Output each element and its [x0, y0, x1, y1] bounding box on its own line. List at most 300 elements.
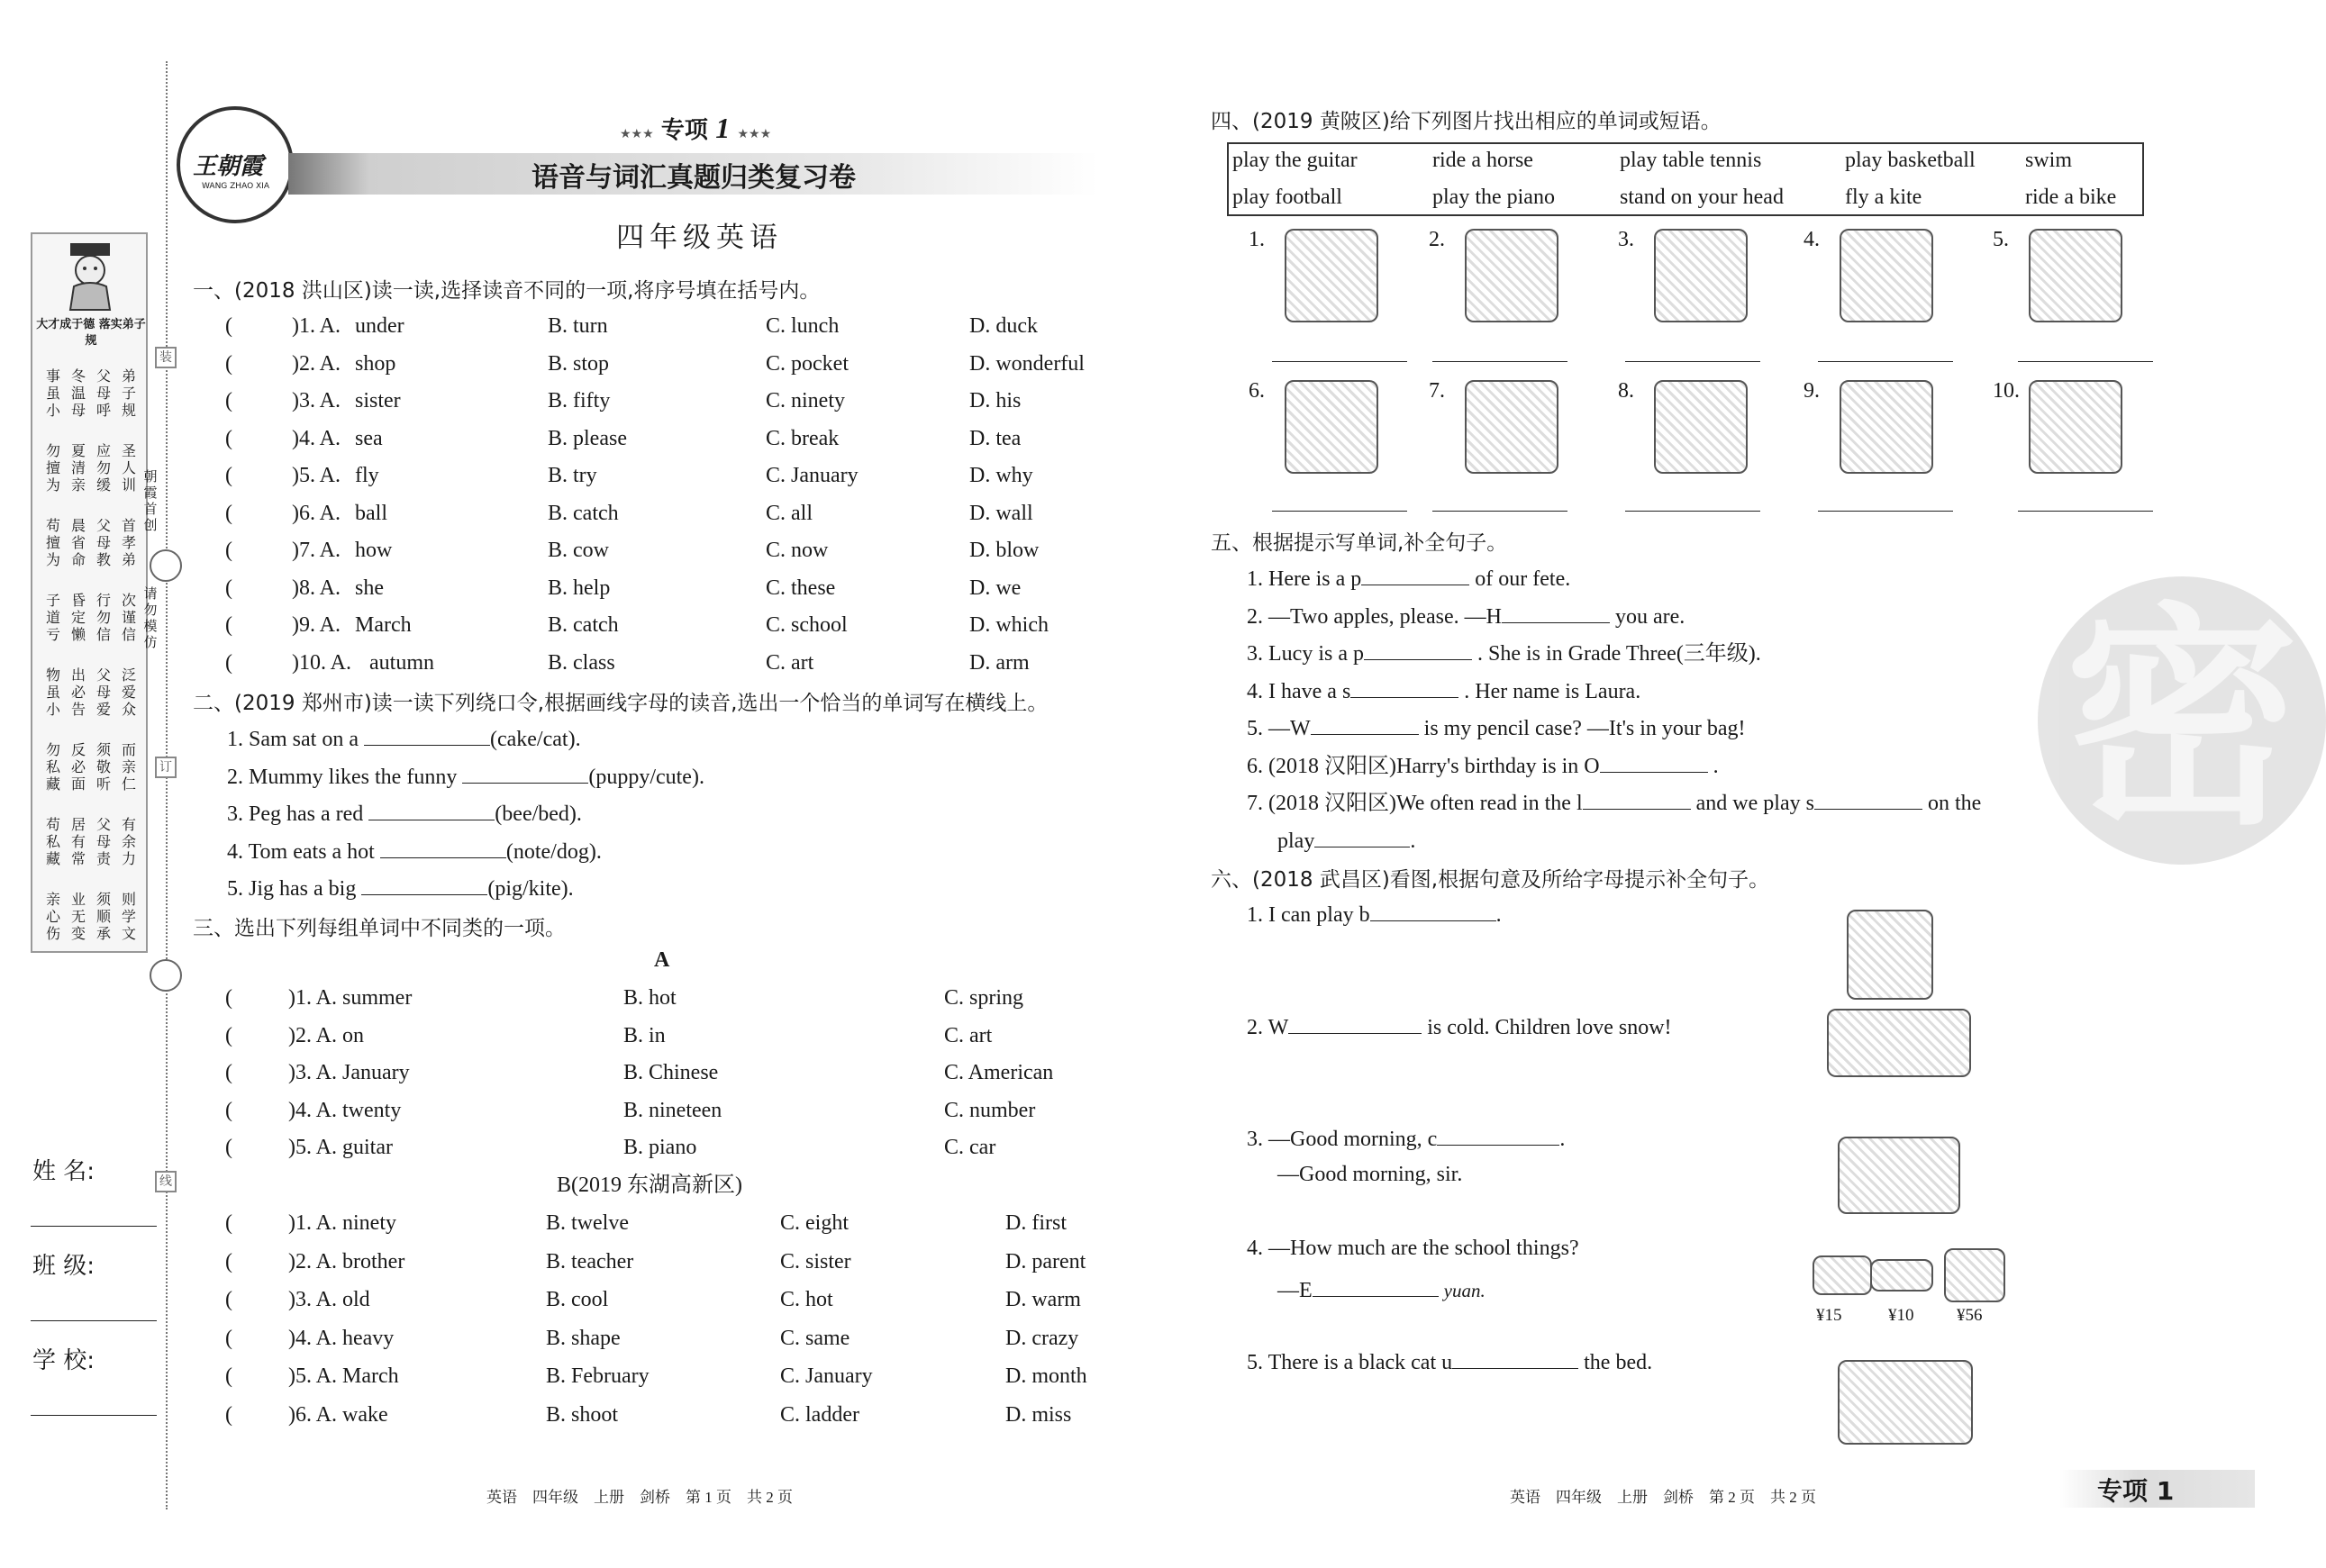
answer-paren[interactable]: ( [225, 389, 232, 412]
option-d: D. wonderful [969, 351, 1085, 376]
section1-row [225, 312, 1126, 342]
price-2: ¥10 [1888, 1306, 1914, 1325]
option-b: B. twelve [546, 1211, 629, 1235]
s6-pic-bag [1944, 1248, 2005, 1302]
question-number: )3. A. January [288, 1061, 410, 1084]
poem-column: 父母责 [95, 816, 111, 867]
question-number: )5. A. March [288, 1364, 399, 1388]
item-options: (note/dog). [505, 839, 602, 864]
poem-column: 晨省命 [70, 517, 86, 568]
picture-answer-line[interactable] [1625, 360, 1760, 362]
word-bank-item: play the guitar [1232, 149, 1358, 172]
poem-column: 有余力 [121, 816, 136, 867]
option-c: C. now [766, 539, 829, 562]
option-d: D. duck [969, 314, 1038, 338]
option-a: fly [355, 464, 379, 487]
answer-blank[interactable] [1364, 637, 1472, 660]
picture-answer-line[interactable] [1625, 510, 1760, 512]
section5-item [1247, 600, 1685, 631]
question-number: )4. A. [292, 426, 341, 450]
s6-pic-ruler [1870, 1259, 1933, 1292]
section5-item [1247, 786, 1981, 818]
item-text: 5. Jig has a big [227, 877, 357, 901]
question-number: )1. A. ninety [288, 1211, 396, 1235]
price-3: ¥56 [1957, 1306, 1983, 1325]
option-c: C. ladder [780, 1402, 859, 1427]
s6-q3-text: 3. —Good morning, c [1247, 1128, 1438, 1151]
section2-item [227, 722, 581, 754]
answer-paren[interactable]: ( [225, 613, 232, 637]
activity-picture [1840, 380, 1933, 474]
option-c: C. break [766, 426, 840, 450]
answer-blank[interactable] [368, 797, 495, 820]
s6-pic-classroom [1838, 1137, 1960, 1214]
option-d: D. crazy [1005, 1326, 1079, 1350]
s6-q5-pre: 5. There is a black cat u [1247, 1351, 1453, 1374]
section1-row [225, 611, 1126, 641]
answer-paren[interactable]: ( [225, 1288, 232, 1311]
picture-answer-line[interactable] [1818, 510, 1953, 512]
poem-column: 则学文 [121, 891, 136, 942]
answer-paren[interactable]: ( [225, 576, 232, 600]
section5-item [1247, 675, 1640, 706]
picture-answer-line[interactable] [1272, 510, 1407, 512]
option-b: B. catch [548, 613, 619, 637]
picture-answer-line[interactable] [1432, 510, 1567, 512]
s6-q1-text: 1. I can play b [1247, 903, 1370, 927]
sidebar-poem [41, 367, 142, 942]
item-options: (cake/cat). [489, 728, 581, 751]
answer-paren[interactable]: ( [225, 1136, 232, 1159]
option-d: D. which [969, 613, 1049, 637]
binding-line [166, 61, 168, 1509]
item-options: (bee/bed). [495, 802, 582, 826]
punch-hole-2 [150, 959, 182, 992]
poem-column: 父母爱 [95, 666, 111, 718]
item-text: 5. —W [1247, 717, 1311, 740]
s6-pic-football [1847, 910, 1933, 1000]
option-b: B. shape [546, 1326, 621, 1350]
question-number: )3. A. old [288, 1288, 370, 1311]
binding-mark-1: 装 [155, 347, 177, 368]
header-series [620, 112, 771, 145]
poem-column: 而亲仁 [121, 741, 136, 793]
poem-column: 苟擅为 [45, 517, 60, 568]
section5-item [1247, 637, 1761, 668]
item-text-end: of our fete. [1475, 567, 1571, 591]
option-d: D. his [969, 389, 1022, 412]
option-b: B. nineteen [623, 1098, 722, 1122]
answer-paren[interactable]: ( [225, 501, 232, 525]
option-a: March [355, 613, 412, 637]
picture-number: 1. [1249, 228, 1265, 251]
group-b-row [225, 1400, 1126, 1431]
poem-column: 物虽小 [45, 666, 60, 718]
activity-picture [1654, 380, 1748, 474]
option-c: C. school [766, 613, 848, 637]
section2-item [227, 760, 704, 792]
question-number: )8. A. [292, 576, 341, 600]
item-text-end: . [1713, 754, 1719, 778]
option-a: under [355, 314, 404, 338]
item-text: play [1277, 829, 1315, 853]
activity-picture [1465, 380, 1558, 474]
answer-paren[interactable]: ( [225, 351, 232, 376]
answer-paren[interactable]: ( [225, 1249, 232, 1273]
s6-q1-blank[interactable] [1370, 898, 1496, 921]
option-b: B. catch [548, 501, 619, 525]
option-c: C. spring [944, 986, 1024, 1010]
item-text-end: on the [1927, 792, 1982, 815]
option-a: sea [355, 426, 383, 450]
option-b: B. cow [548, 539, 609, 562]
option-a: sister [355, 389, 401, 412]
section1-title: 一、(2018 洪山区)读一读,选择读音不同的一项,将序号填在括号内。 [193, 279, 821, 303]
item-text: 2. —Two apples, please. —H [1247, 604, 1502, 629]
option-d: D. tea [969, 426, 1022, 450]
answer-paren[interactable]: ( [225, 1098, 232, 1122]
word-bank-item: play basketball [1845, 149, 1976, 172]
option-c: C. sister [780, 1249, 851, 1273]
poem-column: 勿擅为 [45, 442, 60, 494]
answer-paren[interactable]: ( [225, 314, 232, 338]
word-bank-item: play the piano [1432, 186, 1555, 209]
section1-row [225, 349, 1126, 380]
question-number: )9. A. [292, 613, 341, 637]
answer-blank[interactable] [1350, 675, 1458, 698]
poem-column: 泛爱众 [121, 666, 136, 718]
question-number: )7. A. [292, 539, 341, 562]
question-number: )2. A. [292, 351, 341, 376]
group-b-row [225, 1285, 1126, 1316]
option-c: C. art [944, 1023, 993, 1047]
corner-tag: 专项 1 [2097, 1476, 2175, 1506]
poem-column: 反必面 [70, 741, 86, 793]
answer-paren[interactable]: ( [225, 1326, 232, 1350]
option-d: D. why [969, 464, 1033, 487]
option-b: B. Chinese [623, 1061, 719, 1084]
section1-row [225, 424, 1126, 455]
picture-number: 2. [1429, 228, 1445, 251]
answer-paren[interactable]: ( [225, 986, 232, 1010]
school-label: 学 校: [32, 1347, 95, 1374]
stars-right: ★★★ [737, 127, 772, 141]
section2-item [227, 835, 602, 866]
answer-paren[interactable]: ( [225, 539, 232, 562]
s6-q4-blank[interactable] [1313, 1273, 1439, 1297]
s6-pic-pen [1813, 1255, 1872, 1295]
option-c: C. number [944, 1098, 1036, 1122]
group-a-row [225, 983, 1126, 1014]
s6-pic-bed [1838, 1360, 1973, 1445]
activity-picture [1840, 229, 1933, 322]
page-title: 语音与词汇真题归类复习卷 [532, 162, 856, 194]
section2-item [227, 872, 574, 903]
activity-picture [1285, 380, 1378, 474]
section2-title: 二、(2019 郑州市)读一读下列绕口令,根据画线字母的读音,选出一个恰当的单词写在横线上。 [193, 692, 1049, 715]
section5-item7-cont: play . [1277, 824, 1415, 856]
brand-logo-text: 王朝霞 [193, 153, 264, 179]
option-d: D. wall [969, 501, 1033, 525]
answer-blank[interactable] [361, 872, 487, 895]
punch-hole-1 [150, 549, 182, 582]
poem-column: 行勿信 [95, 592, 111, 643]
answer-blank[interactable] [462, 760, 588, 784]
question-number: )10. A. [292, 650, 351, 675]
section5-title: 五、根据提示写单词,补全句子。 [1211, 531, 1508, 555]
answer-blank[interactable] [1600, 749, 1708, 773]
right-footer: 英语 四年级 上册 剑桥 第 2 页 共 2 页 [1510, 1489, 1816, 1506]
section5-item [1247, 562, 1570, 594]
group-b-label: B(2019 东湖高新区) [557, 1174, 742, 1197]
activity-picture [2029, 229, 2122, 322]
poem-column: 勿私藏 [45, 741, 60, 793]
s6-q2-post: is cold. Children love snow! [1427, 1016, 1672, 1039]
item-text: 1. Sam sat on a [227, 728, 359, 751]
word-bank-item: ride a horse [1432, 149, 1533, 172]
word-bank-item: stand on your head [1620, 186, 1784, 209]
option-b: B. fifty [548, 389, 611, 412]
option-b: B. hot [623, 986, 677, 1010]
picture-number: 8. [1618, 379, 1634, 403]
option-c: C. pocket [766, 351, 849, 376]
series-number: 1 [715, 112, 731, 144]
option-b: B. try [548, 464, 597, 487]
poem-column: 昏定懒 [70, 592, 86, 643]
option-b: B. in [623, 1023, 666, 1047]
option-a: ball [355, 501, 387, 525]
option-b: B. please [548, 426, 627, 450]
question-number: )2. A. on [288, 1023, 364, 1047]
brand-logo-subtext: WANG ZHAO XIA [202, 182, 269, 191]
poem-column: 须敬听 [95, 741, 111, 793]
picture-number: 6. [1249, 379, 1265, 403]
option-a: she [355, 576, 384, 600]
option-c: C. lunch [766, 314, 840, 338]
sidebar-motto: 大才成于德 落实弟子规 [36, 318, 146, 348]
activity-picture [1465, 229, 1558, 322]
poem-column: 应勿缓 [95, 442, 111, 494]
group-a-row [225, 1058, 1126, 1089]
series-label: 专项 [660, 117, 708, 144]
question-number: )4. A. twenty [288, 1098, 402, 1122]
picture-number: 7. [1429, 379, 1445, 403]
section1-row [225, 574, 1126, 604]
item-text-end: is my pencil case? —It's in your bag! [1423, 717, 1746, 740]
s6-q3-reply: —Good morning, sir. [1277, 1163, 1463, 1186]
answer-paren[interactable]: ( [225, 1211, 232, 1235]
item-options: (pig/kite). [487, 877, 574, 901]
poem-column: 父母教 [95, 517, 111, 568]
option-b: B. class [548, 650, 615, 675]
poem-column: 子道亏 [45, 592, 60, 643]
section6-title: 六、(2018 武昌区)看图,根据句意及所给字母提示补全句子。 [1211, 868, 1770, 892]
answer-blank[interactable] [1361, 562, 1469, 585]
name-field[interactable] [31, 1225, 157, 1227]
item-text: 4. I have a s [1247, 679, 1351, 703]
group-b-row [225, 1362, 1126, 1392]
answer-blank[interactable] [1314, 824, 1410, 847]
s6-q1: 1. I can play b . [1247, 898, 1502, 929]
section1-row [225, 499, 1126, 530]
class-label: 班 级: [32, 1253, 95, 1280]
option-b: B. turn [548, 314, 608, 338]
picture-answer-line[interactable] [1272, 360, 1407, 362]
answer-blank[interactable] [1814, 786, 1922, 810]
option-a: autumn [369, 650, 434, 675]
section5-item [1247, 711, 1746, 743]
item-text: 3. Lucy is a p [1247, 642, 1364, 666]
s6-q4-question: 4. —How much are the school things? [1247, 1237, 1579, 1260]
poem-column: 出必告 [70, 666, 86, 718]
section1-row [225, 536, 1126, 566]
item-text: 2. Mummy likes the funny [227, 765, 458, 789]
answer-paren[interactable]: ( [225, 1023, 232, 1047]
poem-column: 父母呼 [95, 367, 111, 419]
s6-q5-blank[interactable] [1452, 1346, 1578, 1369]
item-text: 7. (2018 汉阳区)We often read in the l [1247, 792, 1583, 815]
option-d: D. miss [1005, 1402, 1072, 1427]
answer-blank[interactable] [364, 722, 490, 746]
option-d: D. month [1005, 1364, 1087, 1388]
picture-number: 9. [1804, 379, 1820, 403]
option-b: B. teacher [546, 1249, 634, 1273]
answer-paren[interactable]: ( [225, 650, 232, 675]
word-bank-item: play table tennis [1620, 149, 1762, 172]
option-d: D. parent [1005, 1249, 1086, 1273]
binding-mark-2: 订 [155, 757, 177, 778]
item-text: 4. Tom eats a hot [227, 839, 375, 864]
answer-blank[interactable] [1311, 711, 1419, 735]
s6-q2 [1247, 1011, 1672, 1042]
picture-answer-line[interactable] [1432, 360, 1567, 362]
group-b-row [225, 1209, 1126, 1239]
picture-number: 3. [1618, 228, 1634, 251]
section2-item [227, 797, 582, 829]
option-c: C. January [766, 464, 859, 487]
s6-q5-post: the bed. [1584, 1351, 1653, 1374]
margin-note-1: 朝霞首创 [143, 468, 158, 533]
answer-blank[interactable] [380, 835, 506, 858]
group-a-row [225, 1133, 1126, 1164]
option-d: D. arm [969, 650, 1030, 675]
option-c: C. eight [780, 1211, 849, 1235]
poem-column: 须顺承 [95, 891, 111, 942]
question-number: )3. A. [292, 389, 341, 412]
poem-column: 事虽小 [45, 367, 60, 419]
page-subtitle: 四年级英语 [616, 222, 783, 254]
price-1: ¥15 [1816, 1306, 1842, 1325]
s6-q5 [1247, 1346, 1652, 1377]
poem-column: 亲心伤 [45, 891, 60, 942]
option-b: B. February [546, 1364, 650, 1388]
picture-number: 10. [1993, 379, 2020, 403]
option-c: C. art [766, 650, 814, 675]
poem-column: 居有常 [70, 816, 86, 867]
item-text: 3. Peg has a red [227, 802, 364, 826]
class-field[interactable] [31, 1319, 157, 1321]
option-b: B. shoot [546, 1402, 619, 1427]
option-c: C. same [780, 1326, 850, 1350]
activity-picture [1285, 229, 1378, 322]
answer-paren[interactable]: ( [225, 1364, 232, 1388]
poem-column: 弟子规 [121, 367, 136, 419]
option-b: B. piano [623, 1136, 697, 1159]
s6-pic-snow [1827, 1009, 1971, 1077]
option-c: C. American [944, 1061, 1054, 1084]
s6-q4-pre: —E [1277, 1279, 1313, 1302]
answer-paren[interactable]: ( [225, 1061, 232, 1084]
picture-answer-line[interactable] [2018, 510, 2153, 512]
item-text: 6. (2018 汉阳区)Harry's birthday is in O [1247, 754, 1600, 778]
s6-q2-pre: 2. W [1247, 1016, 1289, 1039]
section5-item [1247, 749, 1719, 781]
word-bank-item: ride a bike [2025, 186, 2117, 209]
sidebar-motto-panel [31, 232, 148, 953]
option-b: B. help [548, 576, 611, 600]
stars-left: ★★★ [620, 127, 654, 141]
school-field[interactable] [31, 1414, 157, 1416]
question-number: )1. A. summer [288, 986, 413, 1010]
option-c: C. all [766, 501, 813, 525]
question-number: )2. A. brother [288, 1249, 405, 1273]
answer-blank[interactable] [1583, 786, 1691, 810]
section1-row [225, 461, 1126, 492]
poem-column: 次谨信 [121, 592, 136, 643]
group-a-row [225, 1096, 1126, 1127]
answer-blank[interactable] [1502, 600, 1610, 623]
s6-q4-answer [1277, 1273, 1486, 1305]
answer-paren[interactable]: ( [225, 464, 232, 487]
poem-column: 圣人训 [121, 442, 136, 494]
section1-row [225, 648, 1126, 679]
option-d: D. we [969, 576, 1022, 600]
item-text-mid: and we play s [1695, 792, 1814, 815]
word-bank-item: swim [2025, 149, 2073, 172]
option-c: C. these [766, 576, 836, 600]
picture-answer-line[interactable] [2018, 360, 2153, 362]
question-number: )5. A. guitar [288, 1136, 393, 1159]
option-c: C. car [944, 1136, 996, 1159]
section1-row [225, 386, 1126, 417]
option-a: shop [355, 351, 396, 376]
activity-picture [2029, 380, 2122, 474]
item-text-end: . Her name is Laura. [1464, 679, 1641, 703]
poem-column: 业无变 [70, 891, 86, 942]
group-b-row [225, 1247, 1126, 1278]
option-a: how [355, 539, 393, 562]
option-b: B. cool [546, 1288, 609, 1311]
answer-paren[interactable]: ( [225, 426, 232, 450]
poem-column: 苟私藏 [45, 816, 60, 867]
binding-mark-3: 线 [155, 1171, 177, 1192]
option-c: C. January [780, 1364, 873, 1388]
question-number: )6. A. wake [288, 1402, 388, 1427]
s6-q2-blank[interactable] [1288, 1011, 1422, 1034]
group-b-row [225, 1324, 1126, 1355]
name-label: 姓 名: [32, 1158, 95, 1185]
s6-q3: 3. —Good morning, c . [1247, 1122, 1565, 1154]
activity-picture [1654, 229, 1748, 322]
option-c: C. hot [780, 1288, 833, 1311]
item-text: 1. Here is a p [1247, 567, 1362, 591]
question-number: )6. A. [292, 501, 341, 525]
poem-column: 冬温母 [70, 367, 86, 419]
picture-answer-line[interactable] [1818, 360, 1953, 362]
s6-q3-blank[interactable] [1437, 1122, 1559, 1146]
cartoon-figure-icon [54, 240, 126, 312]
answer-paren[interactable]: ( [225, 1402, 232, 1427]
